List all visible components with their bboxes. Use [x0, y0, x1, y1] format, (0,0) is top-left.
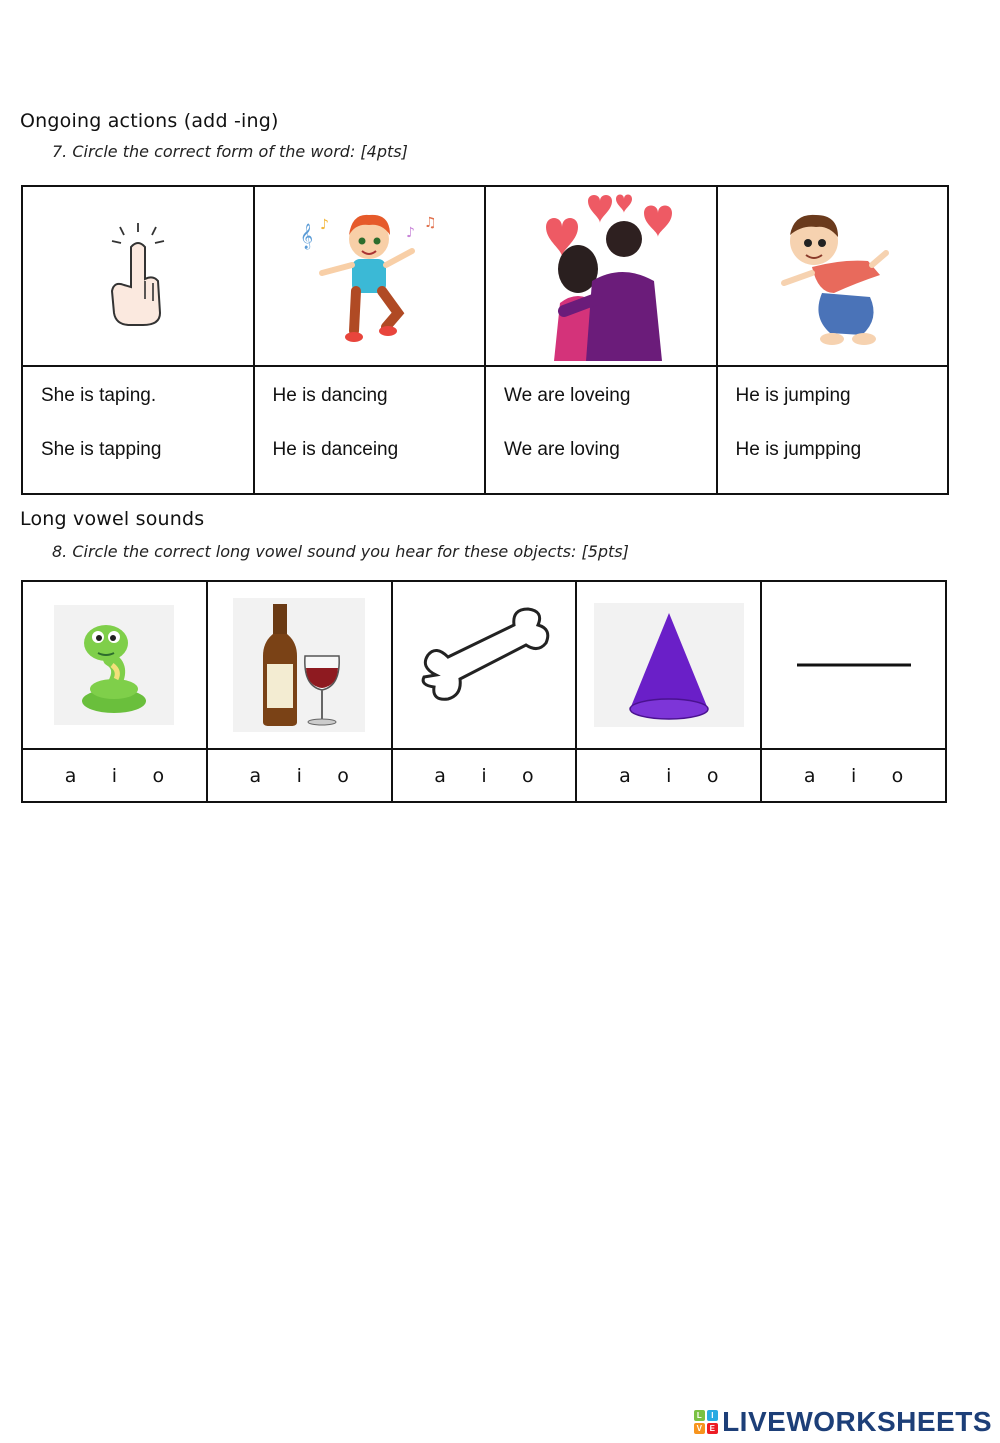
answer-option[interactable]: He is jumping	[735, 385, 851, 406]
image-cell-wine	[207, 581, 392, 749]
svg-text:♪: ♪	[406, 225, 416, 241]
vowel-option[interactable]: i	[850, 764, 857, 787]
finger-tap-icon	[98, 221, 178, 331]
vowel-options-cell	[761, 749, 946, 802]
vowel-options-cell	[392, 749, 577, 802]
vowel-option[interactable]: i	[296, 764, 302, 787]
vowel-options-cell	[22, 749, 207, 802]
options-cell	[254, 366, 486, 494]
liveworksheets-logo[interactable]	[694, 1406, 992, 1438]
image-cell-snake	[22, 581, 207, 749]
vowel-option[interactable]: a	[64, 764, 77, 787]
logo-mark-letter: E	[707, 1423, 718, 1434]
section2-heading: Long vowel sounds	[20, 508, 205, 530]
answer-option[interactable]: We are loveing	[504, 385, 631, 406]
bone-image	[414, 605, 554, 725]
cone-image	[594, 603, 744, 727]
options-cell	[485, 366, 717, 494]
vowel-option[interactable]: a	[803, 764, 816, 787]
vowel-option[interactable]: a	[619, 764, 631, 787]
logo-mark-letter: L	[694, 1410, 705, 1421]
answer-option[interactable]: She is taping.	[41, 385, 157, 406]
image-cell-jump	[717, 186, 949, 366]
svg-text:𝄞: 𝄞	[300, 224, 314, 249]
vowel-option[interactable]: o	[706, 764, 719, 787]
vowel-options-cell	[576, 749, 761, 802]
vowel-option[interactable]: a	[434, 764, 446, 787]
vowel-option[interactable]: o	[152, 764, 165, 787]
section2-instruction: 8. Circle the correct long vowel sound you hear for these objects: [5pts]	[52, 542, 629, 561]
image-cell-line	[761, 581, 946, 749]
section1-instruction: 7. Circle the correct form of the word: [4pts]	[52, 142, 408, 161]
answer-option[interactable]: He is dancing	[272, 385, 388, 406]
wine-bottle-glass-image	[233, 598, 365, 732]
answer-option[interactable]: He is jumpping	[735, 439, 862, 460]
answer-option[interactable]: He is danceing	[272, 439, 399, 460]
jumping-boy-image	[772, 201, 892, 351]
answer-option[interactable]: We are loving	[504, 439, 620, 460]
section1-heading: Ongoing actions (add -ing)	[20, 110, 279, 132]
options-cell	[717, 366, 949, 494]
line-image	[789, 655, 919, 675]
logo-mark-icon	[694, 1410, 718, 1434]
vowel-option[interactable]: i	[666, 764, 672, 787]
svg-text:♪: ♪	[320, 217, 330, 233]
vowel-option[interactable]: o	[337, 764, 349, 787]
svg-text:♫: ♫	[424, 215, 437, 231]
vowel-option[interactable]: a	[249, 764, 262, 787]
vowel-options-cell	[207, 749, 392, 802]
ing-forms-table	[21, 185, 949, 495]
dancing-boy-image	[294, 201, 444, 351]
snake-image	[54, 605, 174, 725]
image-cell-cone	[576, 581, 761, 749]
vowel-option[interactable]: o	[522, 764, 534, 787]
logo-mark-letter: I	[707, 1410, 718, 1421]
answer-option[interactable]: She is tapping	[41, 439, 162, 460]
options-cell	[22, 366, 254, 494]
vowel-option[interactable]: i	[111, 764, 118, 787]
loving-couple-image	[516, 191, 686, 361]
vowel-option[interactable]: o	[891, 764, 904, 787]
logo-mark-letter: V	[694, 1423, 705, 1434]
image-cell-dance	[254, 186, 486, 366]
vowel-sounds-table	[21, 580, 947, 803]
logo-text: LIVEWORKSHEETS	[722, 1406, 992, 1437]
vowel-option[interactable]: i	[481, 764, 487, 787]
image-cell-bone	[392, 581, 577, 749]
image-cell-love	[485, 186, 717, 366]
image-cell-tap	[22, 186, 254, 366]
